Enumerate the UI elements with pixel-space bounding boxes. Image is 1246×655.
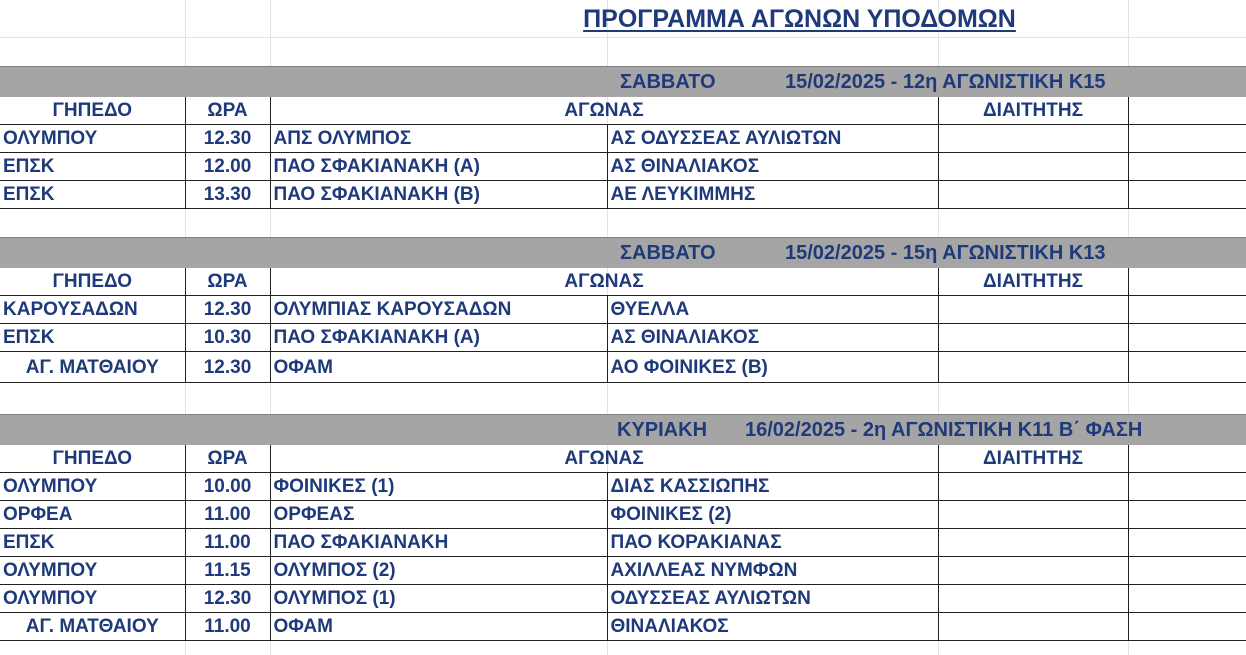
home-team-cell: ΠΑΟ ΣΦΑΚΙΑΝΑΚΗ (Α): [270, 324, 607, 352]
home-team-cell: ΟΛΥΜΠΟΣ (2): [270, 557, 607, 585]
table-row: [0, 125, 1246, 153]
referee-cell: [938, 352, 1128, 383]
section-header-bar: [0, 237, 1246, 268]
venue-cell: ΟΛΥΜΠΟΥ: [0, 585, 185, 613]
section-info: 16/02/2025 - 2η ΑΓΩΝΙΣΤΙΚΗ Κ11 Β΄ ΦΑΣΗ: [745, 419, 1143, 441]
schedule-table: [0, 97, 1246, 209]
home-team-cell: ΑΠΣ ΟΛΥΜΠΟΣ: [270, 125, 607, 153]
referee-cell: [938, 613, 1128, 641]
referee-cell: [938, 153, 1128, 181]
empty-cell: [1128, 153, 1246, 181]
away-team-cell: ΑΟ ΦΟΙΝΙΚΕΣ (Β): [607, 352, 938, 383]
empty-cell: [1128, 529, 1246, 557]
header-time: ΩΡΑ: [185, 445, 270, 473]
header-venue: ΓΗΠΕΔΟ: [0, 97, 185, 125]
time-cell: 11.00: [185, 613, 270, 641]
away-team-cell: ΘΙΝΑΛΙΑΚΟΣ: [607, 613, 938, 641]
table-row: [0, 613, 1246, 641]
empty-cell: [1128, 352, 1246, 383]
table-row: [0, 557, 1246, 585]
section-header-bar: [0, 414, 1246, 445]
venue-cell: ΑΓ. ΜΑΤΘΑΙΟΥ: [0, 352, 185, 383]
venue-cell: ΟΛΥΜΠΟΥ: [0, 557, 185, 585]
home-team-cell: ΠΑΟ ΣΦΑΚΙΑΝΑΚΗ (Α): [270, 153, 607, 181]
header-time: ΩΡΑ: [185, 268, 270, 296]
home-team-cell: ΠΑΟ ΣΦΑΚΙΑΝΑΚΗ (Β): [270, 181, 607, 209]
away-team-cell: ΠΑΟ ΚΟΡΑΚΙΑΝΑΣ: [607, 529, 938, 557]
time-cell: 11.00: [185, 501, 270, 529]
venue-cell: ΟΛΥΜΠΟΥ: [0, 473, 185, 501]
schedule-table: [0, 445, 1246, 641]
away-team-cell: ΑΣ ΘΙΝΑΛΙΑΚΟΣ: [607, 324, 938, 352]
header-match: ΑΓΩΝΑΣ: [270, 445, 938, 473]
header-referee: ΔΙΑΙΤΗΤΗΣ: [938, 97, 1128, 125]
header-referee: ΔΙΑΙΤΗΤΗΣ: [938, 268, 1128, 296]
empty-cell: [1128, 613, 1246, 641]
time-cell: 12.30: [185, 125, 270, 153]
away-team-cell: ΦΟΙΝΙΚΕΣ (2): [607, 501, 938, 529]
time-cell: 11.15: [185, 557, 270, 585]
table-header-row: [0, 268, 1246, 296]
section-day: ΚΥΡΙΑΚΗ: [617, 419, 708, 441]
grid-line: [0, 37, 1246, 38]
section-header-bar: [0, 66, 1246, 97]
header-venue: ΓΗΠΕΔΟ: [0, 268, 185, 296]
referee-cell: [938, 529, 1128, 557]
venue-cell: ΟΛΥΜΠΟΥ: [0, 125, 185, 153]
empty-cell: [1128, 585, 1246, 613]
empty-cell: [1128, 97, 1246, 125]
referee-cell: [938, 324, 1128, 352]
page-title: [0, 2, 1246, 36]
home-team-cell: ΦΟΙΝΙΚΕΣ (1): [270, 473, 607, 501]
venue-cell: ΕΠΣΚ: [0, 153, 185, 181]
table-row: [0, 352, 1246, 383]
empty-cell: [1128, 501, 1246, 529]
table-row: [0, 181, 1246, 209]
referee-cell: [938, 473, 1128, 501]
table-row: [0, 473, 1246, 501]
away-team-cell: ΘΥΕΛΛΑ: [607, 296, 938, 324]
venue-cell: ΕΠΣΚ: [0, 181, 185, 209]
empty-cell: [1128, 324, 1246, 352]
away-team-cell: ΑΣ ΘΙΝΑΛΙΑΚΟΣ: [607, 153, 938, 181]
table-row: [0, 585, 1246, 613]
referee-cell: [938, 501, 1128, 529]
time-cell: 12.00: [185, 153, 270, 181]
header-match: ΑΓΩΝΑΣ: [270, 97, 938, 125]
home-team-cell: ΠΑΟ ΣΦΑΚΙΑΝΑΚΗ: [270, 529, 607, 557]
time-cell: 10.30: [185, 324, 270, 352]
table-row: [0, 501, 1246, 529]
header-time: ΩΡΑ: [185, 97, 270, 125]
header-referee: ΔΙΑΙΤΗΤΗΣ: [938, 445, 1128, 473]
venue-cell: ΕΠΣΚ: [0, 529, 185, 557]
home-team-cell: ΟΦΑΜ: [270, 352, 607, 383]
home-team-cell: ΟΡΦΕΑΣ: [270, 501, 607, 529]
empty-cell: [1128, 445, 1246, 473]
empty-cell: [1128, 473, 1246, 501]
away-team-cell: ΑΧΙΛΛΕΑΣ ΝΥΜΦΩΝ: [607, 557, 938, 585]
time-cell: 10.00: [185, 473, 270, 501]
time-cell: 12.30: [185, 296, 270, 324]
time-cell: 12.30: [185, 585, 270, 613]
home-team-cell: ΟΛΥΜΠΙΑΣ ΚΑΡΟΥΣΑΔΩΝ: [270, 296, 607, 324]
section-day: ΣΑΒΒΑΤΟ: [620, 242, 716, 264]
table-row: [0, 324, 1246, 352]
home-team-cell: ΟΛΥΜΠΟΣ (1): [270, 585, 607, 613]
page-title-text: ΠΡΟΓΡΑΜΜΑ ΑΓΩΝΩΝ ΥΠΟΔΟΜΩΝ: [583, 5, 1016, 33]
empty-cell: [1128, 557, 1246, 585]
table-row: [0, 153, 1246, 181]
time-cell: 13.30: [185, 181, 270, 209]
header-match: ΑΓΩΝΑΣ: [270, 268, 938, 296]
section-info: 15/02/2025 - 15η ΑΓΩΝΙΣΤΙΚΗ Κ13: [785, 242, 1106, 264]
referee-cell: [938, 181, 1128, 209]
empty-cell: [1128, 181, 1246, 209]
home-team-cell: ΟΦΑΜ: [270, 613, 607, 641]
time-cell: 12.30: [185, 352, 270, 383]
venue-cell: ΕΠΣΚ: [0, 324, 185, 352]
empty-cell: [1128, 268, 1246, 296]
empty-cell: [1128, 125, 1246, 153]
section-info: 15/02/2025 - 12η ΑΓΩΝΙΣΤΙΚΗ Κ15: [785, 71, 1106, 93]
referee-cell: [938, 557, 1128, 585]
away-team-cell: ΑΣ ΟΔΥΣΣΕΑΣ ΑΥΛΙΩΤΩΝ: [607, 125, 938, 153]
away-team-cell: ΔΙΑΣ ΚΑΣΣΙΩΠΗΣ: [607, 473, 938, 501]
empty-cell: [1128, 296, 1246, 324]
referee-cell: [938, 125, 1128, 153]
time-cell: 11.00: [185, 529, 270, 557]
away-team-cell: ΑΕ ΛΕΥΚΙΜΜΗΣ: [607, 181, 938, 209]
away-team-cell: ΟΔΥΣΣΕΑΣ ΑΥΛΙΩΤΩΝ: [607, 585, 938, 613]
section-day: ΣΑΒΒΑΤΟ: [620, 71, 716, 93]
table-header-row: [0, 445, 1246, 473]
referee-cell: [938, 296, 1128, 324]
schedule-table: [0, 268, 1246, 383]
table-row: [0, 529, 1246, 557]
venue-cell: ΟΡΦΕΑ: [0, 501, 185, 529]
referee-cell: [938, 585, 1128, 613]
venue-cell: ΚΑΡΟΥΣΑΔΩΝ: [0, 296, 185, 324]
venue-cell: ΑΓ. ΜΑΤΘΑΙΟΥ: [0, 613, 185, 641]
table-header-row: [0, 97, 1246, 125]
table-row: [0, 296, 1246, 324]
header-venue: ΓΗΠΕΔΟ: [0, 445, 185, 473]
